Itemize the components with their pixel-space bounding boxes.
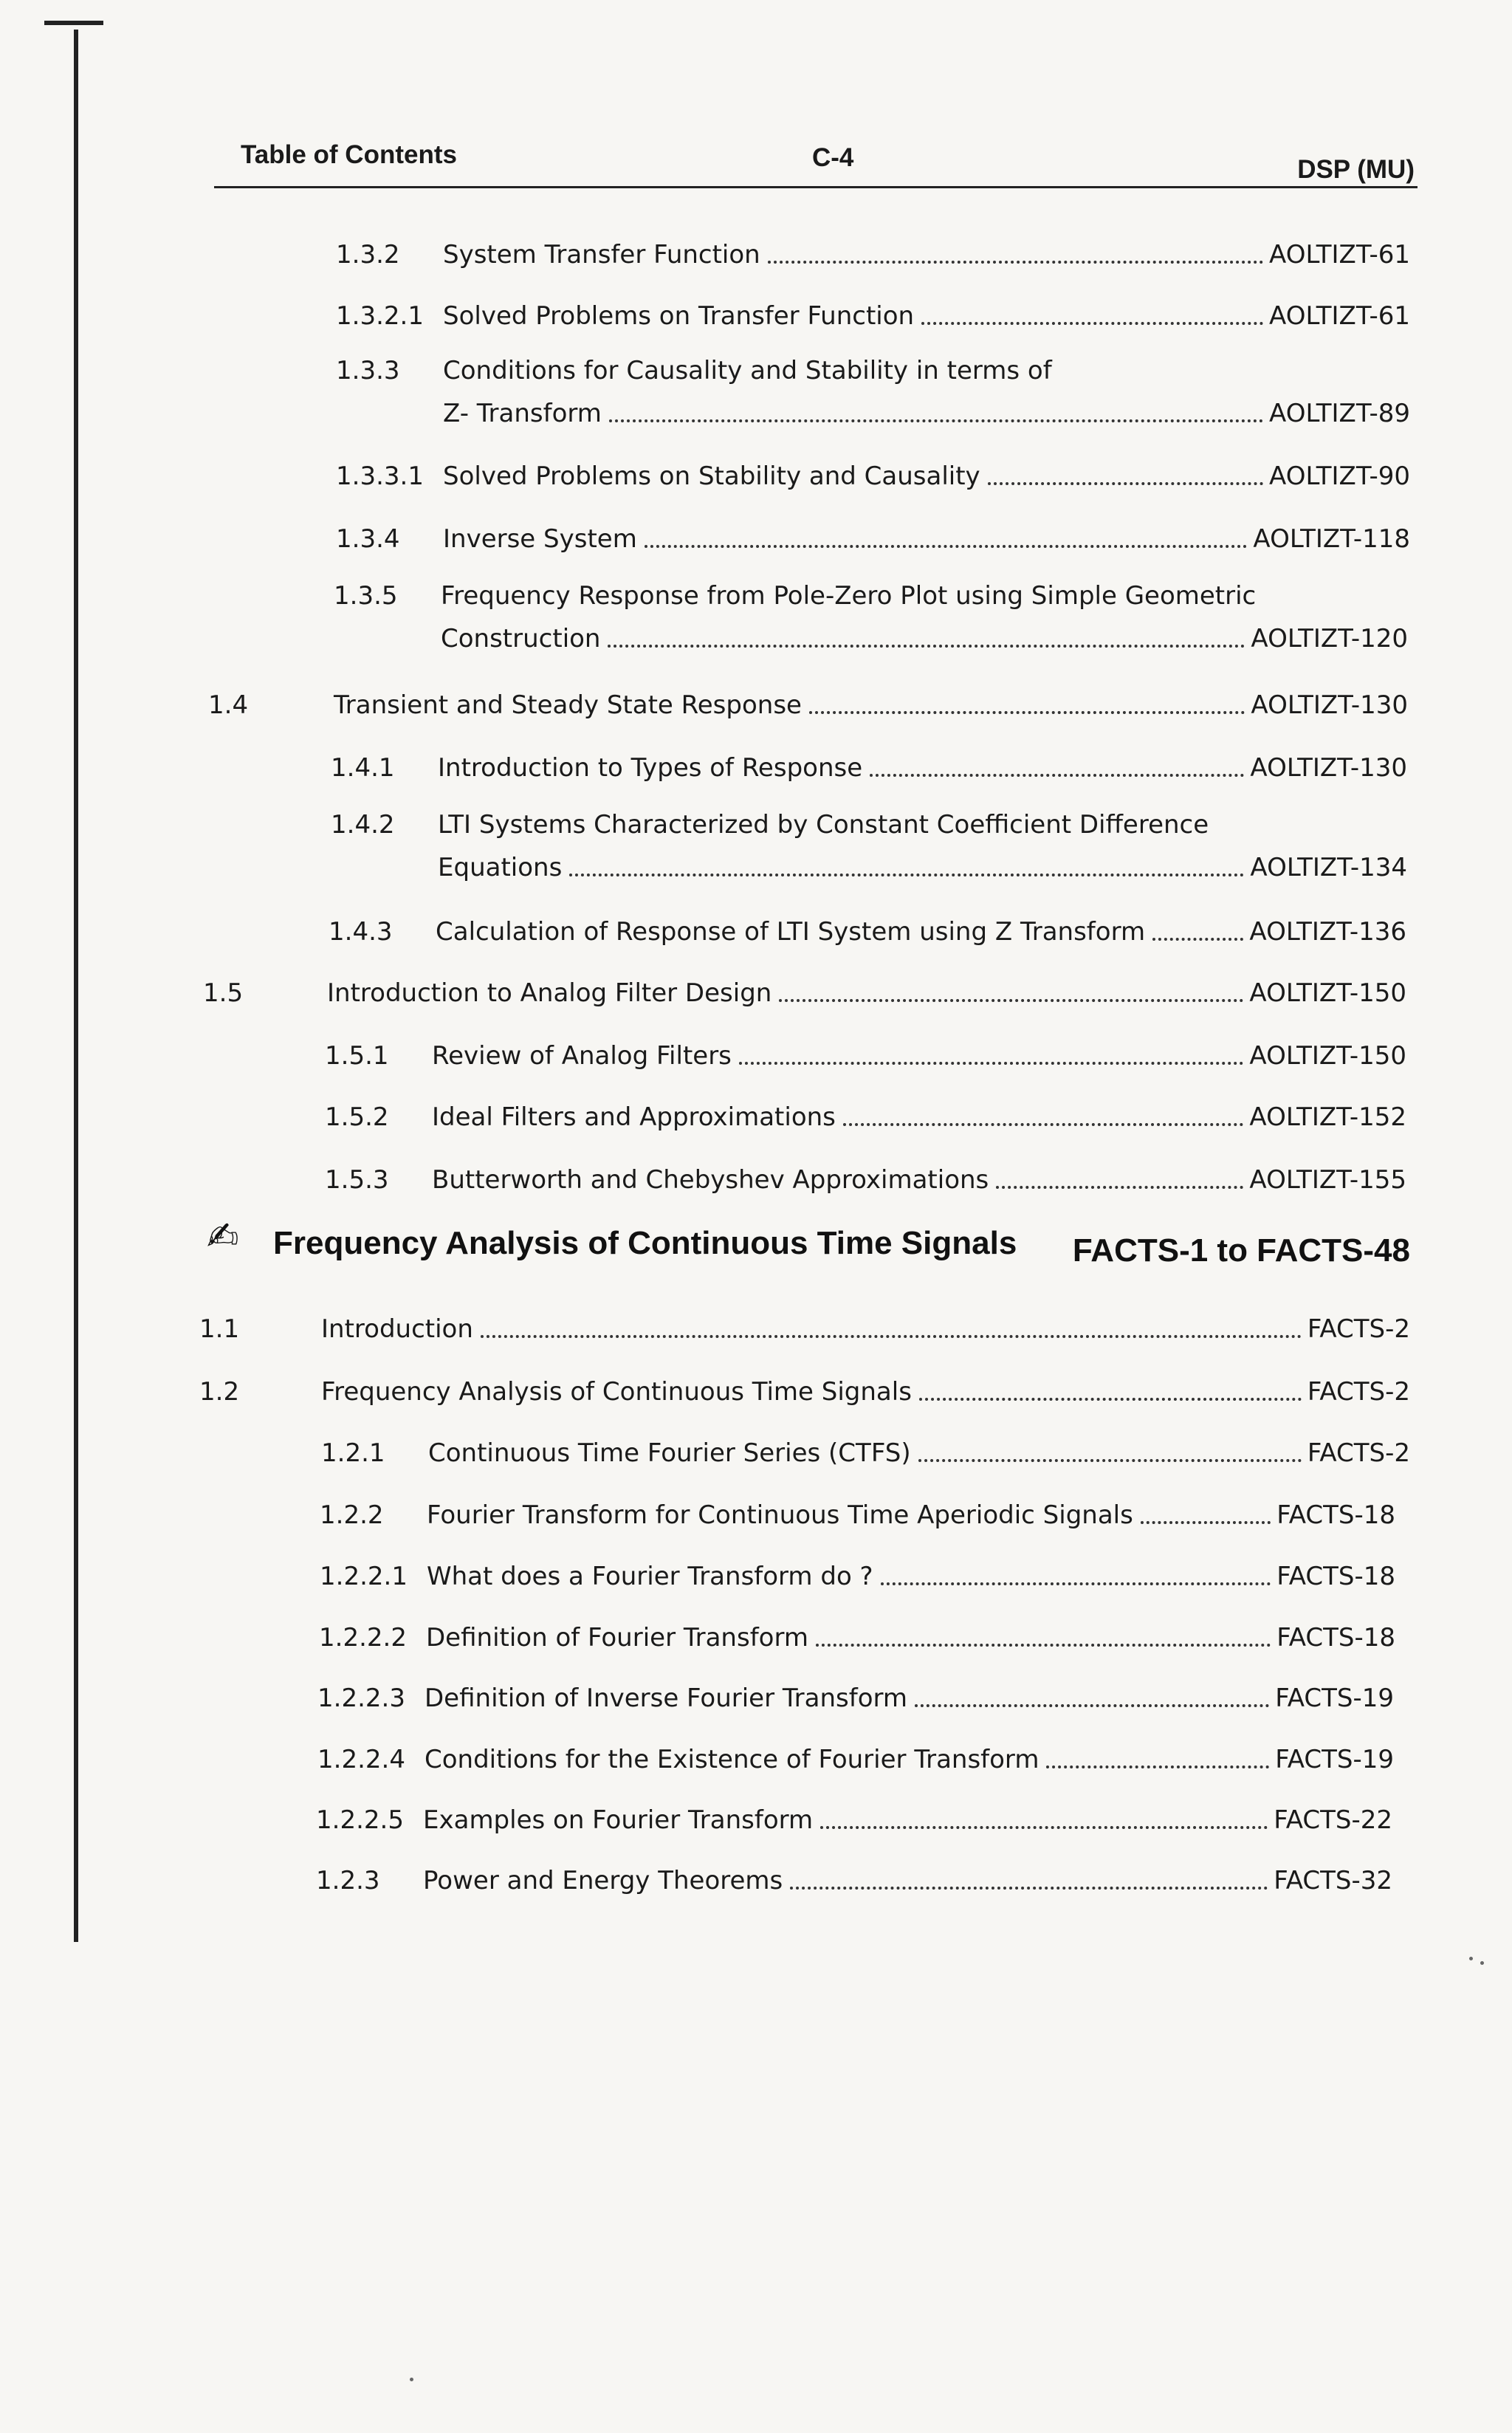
dot-leader	[609, 419, 1263, 422]
toc-entry-number: 1.2.2.1	[320, 1562, 408, 1591]
toc-entry-title: Inverse System	[443, 524, 637, 554]
dot-leader	[820, 1826, 1268, 1829]
toc-entry-page: AOLTIZT-61	[1269, 240, 1410, 270]
toc-entry-number: 1.4.1	[331, 753, 395, 783]
toc-entry-page: FACTS-2	[1307, 1438, 1410, 1468]
toc-entry-title: Solved Problems on Transfer Function	[443, 301, 915, 331]
toc-entry[interactable]	[336, 347, 1410, 428]
toc-entry-page: AOLTIZT-152	[1249, 1102, 1406, 1132]
toc-entry-title: Equations	[438, 853, 563, 882]
scan-speck	[410, 2378, 413, 2381]
dot-leader	[843, 1123, 1244, 1126]
toc-entry[interactable]	[317, 1730, 1394, 1774]
toc-entry[interactable]	[199, 1362, 1410, 1407]
toc-entry[interactable]	[336, 286, 1410, 331]
toc-entry[interactable]	[199, 1300, 1410, 1344]
toc-entry-title: Fourier Transform for Continuous Time Aperiodic Signals	[427, 1500, 1133, 1530]
toc-entry-title: Construction	[441, 624, 601, 653]
toc-entry-number: 1.2.2.5	[316, 1805, 404, 1835]
toc-entry-number: 1.2.2.2	[319, 1623, 407, 1653]
toc-entry-title: Solved Problems on Stability and Causality	[443, 461, 980, 491]
toc-entry[interactable]	[317, 1669, 1394, 1713]
scan-speck	[1469, 1957, 1473, 1960]
toc-entry-page: FACTS-2	[1307, 1314, 1410, 1344]
toc-entry-number: 1.5.1	[325, 1041, 389, 1071]
toc-entry[interactable]	[334, 572, 1408, 653]
toc-entry[interactable]	[320, 1486, 1395, 1530]
toc-entry[interactable]	[336, 509, 1410, 554]
dot-leader	[809, 711, 1245, 714]
toc-entry-number: 1.5	[203, 978, 244, 1008]
toc-entry[interactable]	[208, 676, 1408, 720]
scan-speck	[1480, 1961, 1484, 1965]
toc-entry[interactable]	[321, 1424, 1410, 1468]
dot-leader	[870, 774, 1244, 777]
toc-entry-title: Definition of Fourier Transform	[426, 1623, 808, 1653]
toc-entry-number: 1.3.5	[334, 581, 398, 611]
toc-entry[interactable]	[331, 801, 1407, 882]
toc-entry[interactable]	[336, 225, 1410, 270]
toc-entry-page: AOLTIZT-130	[1250, 753, 1407, 783]
toc-entry[interactable]	[203, 964, 1406, 1008]
toc-entry[interactable]	[316, 1851, 1392, 1895]
toc-entry[interactable]	[325, 1026, 1406, 1071]
toc-entry[interactable]	[316, 1791, 1392, 1835]
toc-entry-number: 1.4.3	[329, 917, 393, 947]
chapter-page-range: FACTS-1 to FACTS-48	[1072, 1232, 1410, 1269]
toc-entry-title: Frequency Analysis of Continuous Time Signals	[321, 1377, 912, 1407]
dot-leader	[881, 1582, 1271, 1585]
toc-entry[interactable]	[331, 738, 1407, 783]
toc-entry-page: AOLTIZT-120	[1251, 624, 1408, 653]
toc-entry-number: 1.3.4	[336, 524, 400, 554]
toc-entry-page: FACTS-32	[1274, 1866, 1392, 1895]
header-title: Table of Contents	[241, 140, 457, 169]
writing-hand-icon: ✍	[207, 1215, 239, 1259]
toc-entry-title-line1: Conditions for Causality and Stability in terms of	[443, 356, 1052, 385]
header-page-number: C-4	[812, 143, 854, 172]
dot-leader	[779, 999, 1243, 1002]
dot-leader	[1141, 1521, 1271, 1524]
toc-entry-page: AOLTIZT-134	[1250, 853, 1407, 882]
toc-entry-number: 1.4	[208, 690, 249, 720]
toc-entry-title: System Transfer Function	[443, 240, 760, 270]
toc-entry-number: 1.2.3	[316, 1866, 380, 1895]
toc-entry-number: 1.2.2.4	[317, 1745, 405, 1774]
toc-entry-number: 1.3.3.1	[336, 461, 424, 491]
toc-entry-number: 1.3.2.1	[336, 301, 424, 331]
toc-entry-number: 1.3.3	[336, 356, 400, 385]
toc-entry-number: 1.3.2	[336, 240, 400, 270]
dot-leader	[1046, 1765, 1269, 1768]
toc-entry-number: 1.2.2	[320, 1500, 384, 1530]
toc-entry-page: AOLTIZT-61	[1269, 301, 1410, 331]
toc-entry-title: Calculation of Response of LTI System using Z Transform	[436, 917, 1146, 947]
toc-entry-title: Review of Analog Filters	[432, 1041, 732, 1071]
toc-entry-title-line1: Frequency Response from Pole-Zero Plot using Simple Geometric	[441, 581, 1257, 611]
toc-entry-page: AOLTIZT-150	[1249, 978, 1406, 1008]
toc-entry-title: Butterworth and Chebyshev Approximations	[432, 1165, 989, 1195]
dot-leader	[921, 322, 1263, 325]
toc-entry-title: Ideal Filters and Approximations	[432, 1102, 836, 1132]
toc-entry-page: AOLTIZT-136	[1249, 917, 1406, 947]
toc-entry-page: FACTS-18	[1276, 1500, 1395, 1530]
toc-entry[interactable]	[325, 1150, 1406, 1195]
toc-entry-page: AOLTIZT-118	[1253, 524, 1410, 554]
toc-entry-page: AOLTIZT-150	[1249, 1041, 1406, 1071]
toc-entry-title: Conditions for the Existence of Fourier Transform	[425, 1745, 1040, 1774]
dot-leader	[816, 1644, 1271, 1647]
dot-leader	[481, 1335, 1302, 1338]
toc-entry-number: 1.5.2	[325, 1102, 389, 1132]
toc-entry-number: 1.2.2.3	[317, 1684, 405, 1713]
toc-entry-title: Power and Energy Theorems	[423, 1866, 783, 1895]
toc-entry-page: FACTS-19	[1275, 1745, 1394, 1774]
toc-entry-title: Examples on Fourier Transform	[423, 1805, 814, 1835]
toc-entry-title: Transient and Steady State Response	[334, 690, 802, 720]
toc-entry[interactable]	[336, 447, 1410, 491]
toc-entry-page: FACTS-2	[1307, 1377, 1410, 1407]
dot-leader	[768, 261, 1263, 264]
dot-leader	[790, 1887, 1268, 1890]
toc-entry-number: 1.2	[199, 1377, 240, 1407]
toc-entry-title: Introduction to Analog Filter Design	[327, 978, 772, 1008]
toc-entry[interactable]	[319, 1608, 1395, 1653]
toc-entry[interactable]	[325, 1088, 1406, 1132]
toc-entry-title: What does a Fourier Transform do ?	[427, 1562, 873, 1591]
header-book-code: DSP (MU)	[1297, 155, 1415, 184]
dot-leader	[569, 874, 1244, 876]
dot-leader	[988, 482, 1263, 485]
toc-entry-title: Z- Transform	[443, 399, 602, 428]
dot-leader	[739, 1062, 1244, 1065]
dot-leader	[1152, 938, 1243, 941]
toc-entry-number: 1.1	[199, 1314, 240, 1344]
toc-entry-page: AOLTIZT-130	[1251, 690, 1408, 720]
toc-entry-page: FACTS-22	[1274, 1805, 1392, 1835]
chapter-heading[interactable]	[199, 1215, 1410, 1274]
toc-entry[interactable]	[320, 1547, 1395, 1591]
dot-leader	[919, 1398, 1302, 1401]
toc-entry-number: 1.5.3	[325, 1165, 389, 1195]
dot-leader	[996, 1186, 1243, 1189]
toc-entry-title: Definition of Inverse Fourier Transform	[425, 1684, 908, 1713]
dot-leader	[645, 545, 1248, 548]
toc-entry-title-line1: LTI Systems Characterized by Constant Coefficient Difference	[438, 810, 1209, 840]
toc-entry-number: 1.2.1	[321, 1438, 385, 1468]
toc-entry-page: AOLTIZT-155	[1249, 1165, 1406, 1195]
dot-leader	[608, 645, 1245, 648]
chapter-title: Frequency Analysis of Continuous Time Signals	[273, 1225, 1017, 1261]
toc-entry-page: FACTS-19	[1275, 1684, 1394, 1713]
toc-entry[interactable]	[329, 902, 1406, 947]
toc-entry-title: Continuous Time Fourier Series (CTFS)	[428, 1438, 911, 1468]
dot-leader	[915, 1704, 1269, 1707]
dot-leader	[918, 1459, 1302, 1462]
toc-entry-title: Introduction	[321, 1314, 473, 1344]
toc-entry-number: 1.4.2	[331, 810, 395, 840]
toc-entry-page: FACTS-18	[1276, 1562, 1395, 1591]
toc-entry-title: Introduction to Types of Response	[438, 753, 863, 783]
toc-entry-page: AOLTIZT-89	[1269, 399, 1410, 428]
toc-entry-page: FACTS-18	[1276, 1623, 1395, 1653]
toc-entry-page: AOLTIZT-90	[1269, 461, 1410, 491]
